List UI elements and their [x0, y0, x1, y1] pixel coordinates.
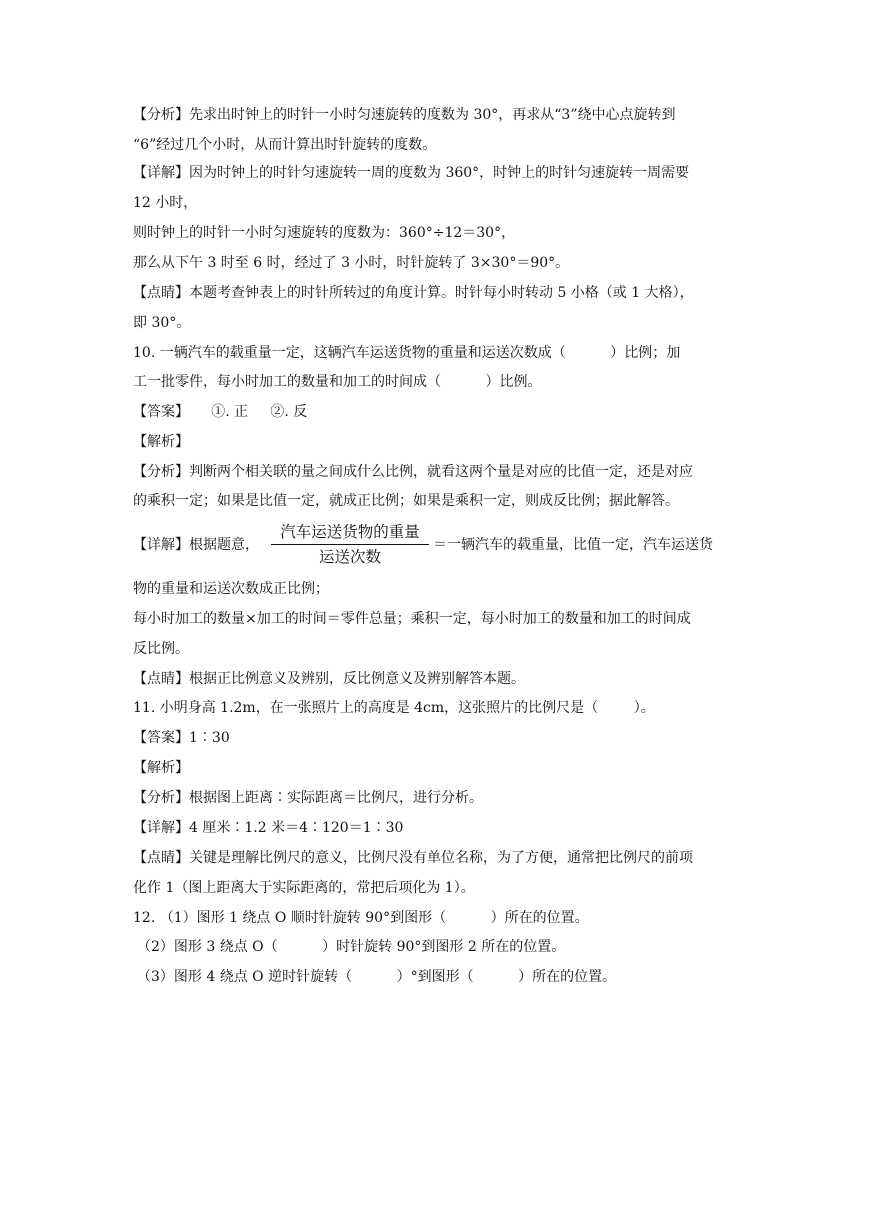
question-12-part-1: 12. （1）图形 1 绕点 O 顺时针旋转 90°到图形（ ）所在的位置。 [133, 910, 589, 926]
question-10-line-2: 工一批零件，每小时加工的数量和加工的时间成（ ）比例。 [133, 374, 542, 390]
analysis-q10-line-2: 的乘积一定；如果是比值一定，就成正比例；如果是乘积一定，则成反比例；据此解答。 [133, 493, 679, 509]
analysis-q9-line-2: “6”经过几个小时，从而计算出时针旋转的度数。 [133, 137, 437, 153]
solution-q10-line-2: 物的重量和运送次数成正比例； [133, 581, 329, 597]
analysis-q10-line-1: 【分析】判断两个相关联的量之间成什么比例，就看这两个量是对应的比值一定，还是对应 [133, 464, 693, 480]
solution-q9-line-4: 那么从下午 3 时至 6 时，经过了 3 小时，时针旋转了 3×30°＝90°。 [133, 255, 570, 271]
comment-q9-line-2: 即 30°。 [133, 315, 191, 331]
comment-q11-line-1: 【点睛】关键是理解比例尺的意义，比例尺没有单位名称，为了方便，通常把比例尺的前项 [133, 850, 693, 866]
fraction [269, 520, 431, 569]
solution-q10-suffix: ＝一辆汽车的载重量，比值一定，汽车运送货 [433, 537, 713, 553]
comment-q10: 【点睛】根据正比例意义及辨别，反比例意义及辨别解答本题。 [133, 671, 525, 687]
solution-q10-line-3: 每小时加工的数量×加工的时间＝零件总量；乘积一定，每小时加工的数量和加工的时间成 [133, 611, 691, 627]
solution-q10-prefix: 【详解】根据题意， [133, 537, 259, 553]
question-11: 11. 小明身高 1.2m，在一张照片上的高度是 4cm，这张照片的比例尺是（ ）。 [133, 700, 655, 716]
question-12-part-2: （2）图形 3 绕点 O（ ）时针旋转 90°到图形 2 所在的位置。 [137, 939, 566, 955]
question-12-part-3: （3）图形 4 绕点 O 逆时针旋转（ ）°到图形（ ）所在的位置。 [137, 969, 617, 985]
answer-q11: 【答案】1∶30 [133, 730, 230, 746]
answer-q10: 【答案】 ①. 正 ②. 反 [133, 404, 308, 420]
comment-q9-line-1: 【点睛】本题考查钟表上的时针所转过的角度计算。时针每小时转动 5 小格（或 1 大格）， [133, 285, 694, 301]
analysis-q11: 【分析】根据图上距离∶实际距离＝比例尺，进行分析。 [133, 790, 483, 806]
solution-q11: 【详解】4 厘米∶1.2 米＝4∶120＝1∶30 [133, 820, 404, 836]
analysis-q9-line-1: 【分析】先求出时钟上的时针一小时匀速旋转的度数为 30°，再求从“3”绕中心点旋转到 [133, 107, 676, 123]
comment-q11-line-2: 化作 1（图上距离大于实际距离的，常把后项化为 1）。 [133, 880, 475, 896]
explanation-heading-q11: 【解析】 [133, 760, 189, 776]
solution-q9-line-3: 则时钟上的时针一小时匀速旋转的度数为：360°÷12＝30°， [133, 225, 516, 241]
solution-q10-fraction-line [133, 520, 753, 570]
solution-q10-line-4: 反比例。 [133, 641, 189, 657]
question-10-line-1: 10. 一辆汽车的载重量一定，这辆汽车运送货物的重量和运送次数成（ ）比例；加 [133, 345, 681, 361]
solution-q9-line-2: 12 小时， [133, 195, 198, 211]
fraction-numerator: 汽车运送货物的重量 [280, 523, 420, 541]
explanation-heading-q10: 【解析】 [133, 434, 189, 450]
solution-q9-line-1: 【详解】因为时钟上的时针匀速旋转一周的度数为 360°，时钟上的时针匀速旋转一周需要 [133, 165, 690, 181]
fraction-denominator: 运送次数 [318, 548, 381, 566]
